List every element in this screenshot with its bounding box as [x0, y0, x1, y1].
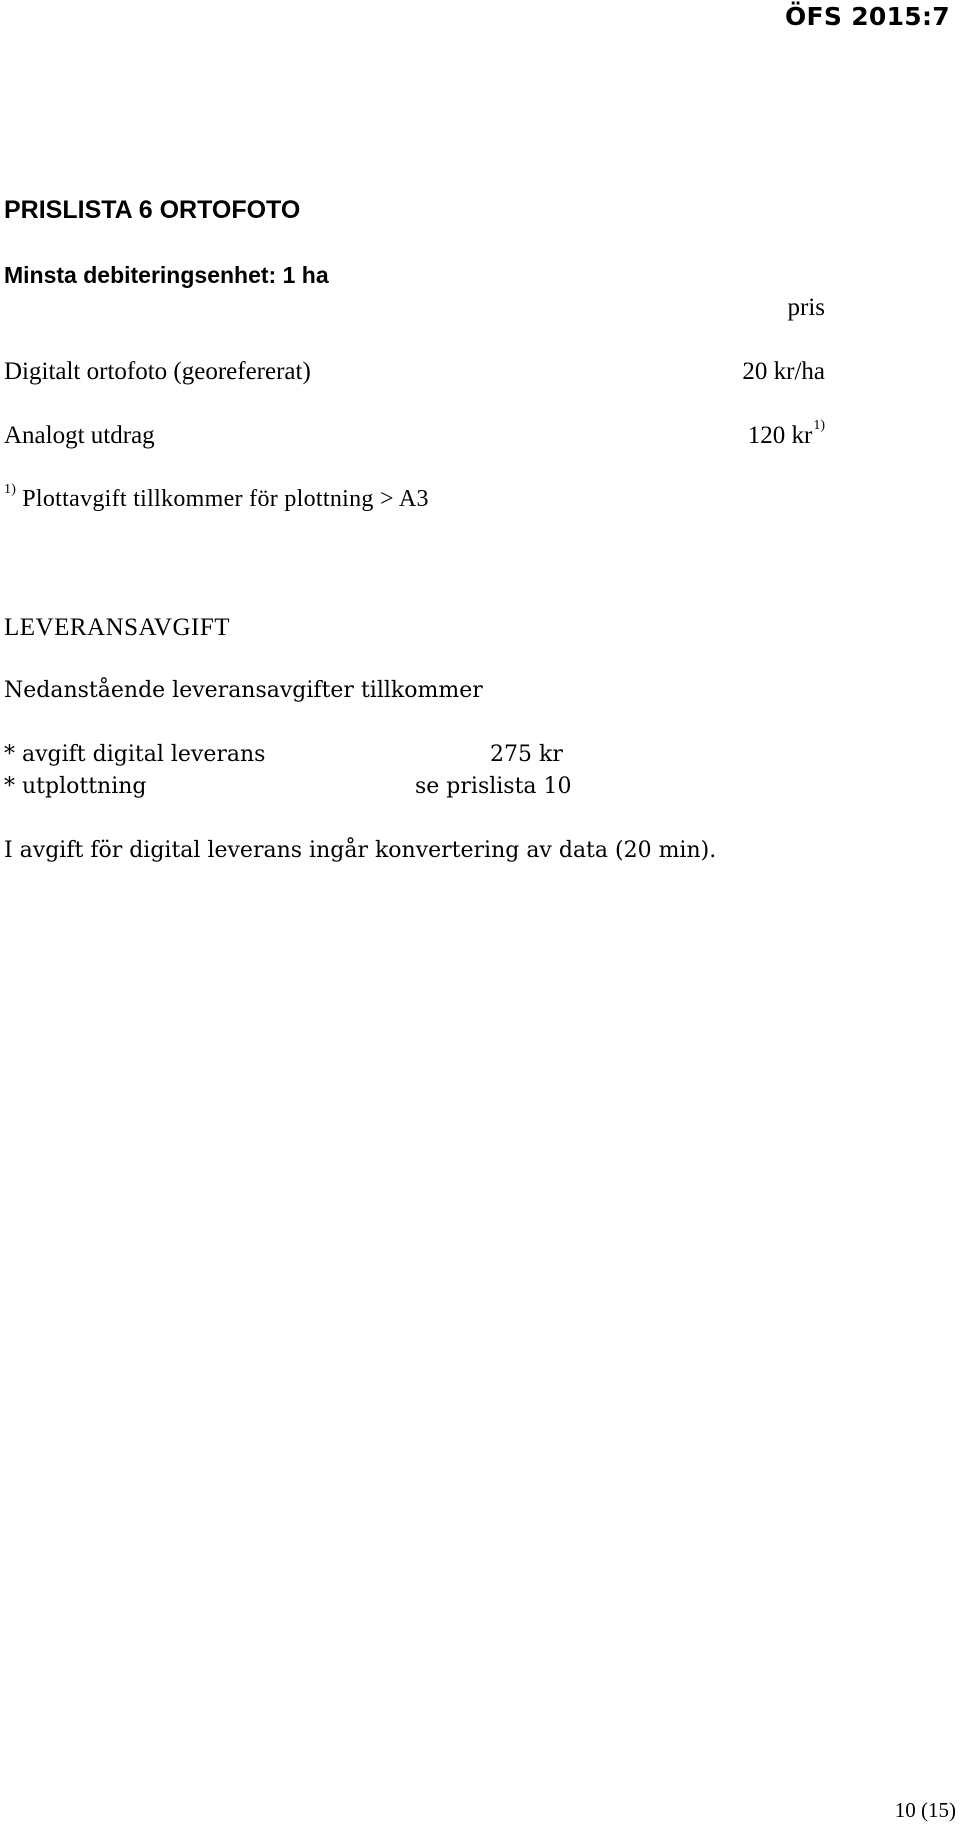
price-column-header: pris — [787, 294, 825, 321]
minimum-billing-unit: Minsta debiteringsenhet: 1 ha — [4, 262, 329, 288]
price-row-value — [747, 418, 825, 450]
price-value-text: 120 kr — [747, 422, 813, 449]
fee-item-value: 275 kr — [490, 742, 563, 767]
page-number: 10 (15) — [894, 1798, 956, 1822]
footnote — [4, 482, 429, 513]
document-code: ÖFS 2015:7 — [784, 2, 950, 31]
page-title: PRISLISTA 6 ORTOFOTO — [4, 196, 301, 224]
fee-item-label: * utplottning — [4, 774, 147, 799]
fee-item-value: se prislista 10 — [415, 774, 572, 799]
footnote-text: Plottavgift tillkommer för plottning > A3 — [22, 486, 429, 512]
delivery-fee-heading: LEVERANSAVGIFT — [4, 614, 230, 641]
footnote-reference: 1) — [813, 418, 825, 433]
price-row-label: Digitalt ortofoto (georefererat) — [4, 358, 311, 385]
fee-item-label: * avgift digital leverans — [4, 742, 266, 767]
price-row-value — [742, 358, 825, 386]
footnote-marker: 1) — [4, 482, 17, 497]
delivery-note: I avgift för digital leverans ingår konvertering av data (20 min). — [4, 838, 717, 863]
delivery-fee-intro: Nedanstående leveransavgifter tillkommer — [4, 678, 483, 703]
price-value-text: 20 kr/ha — [742, 358, 825, 385]
price-row-label: Analogt utdrag — [4, 422, 155, 449]
